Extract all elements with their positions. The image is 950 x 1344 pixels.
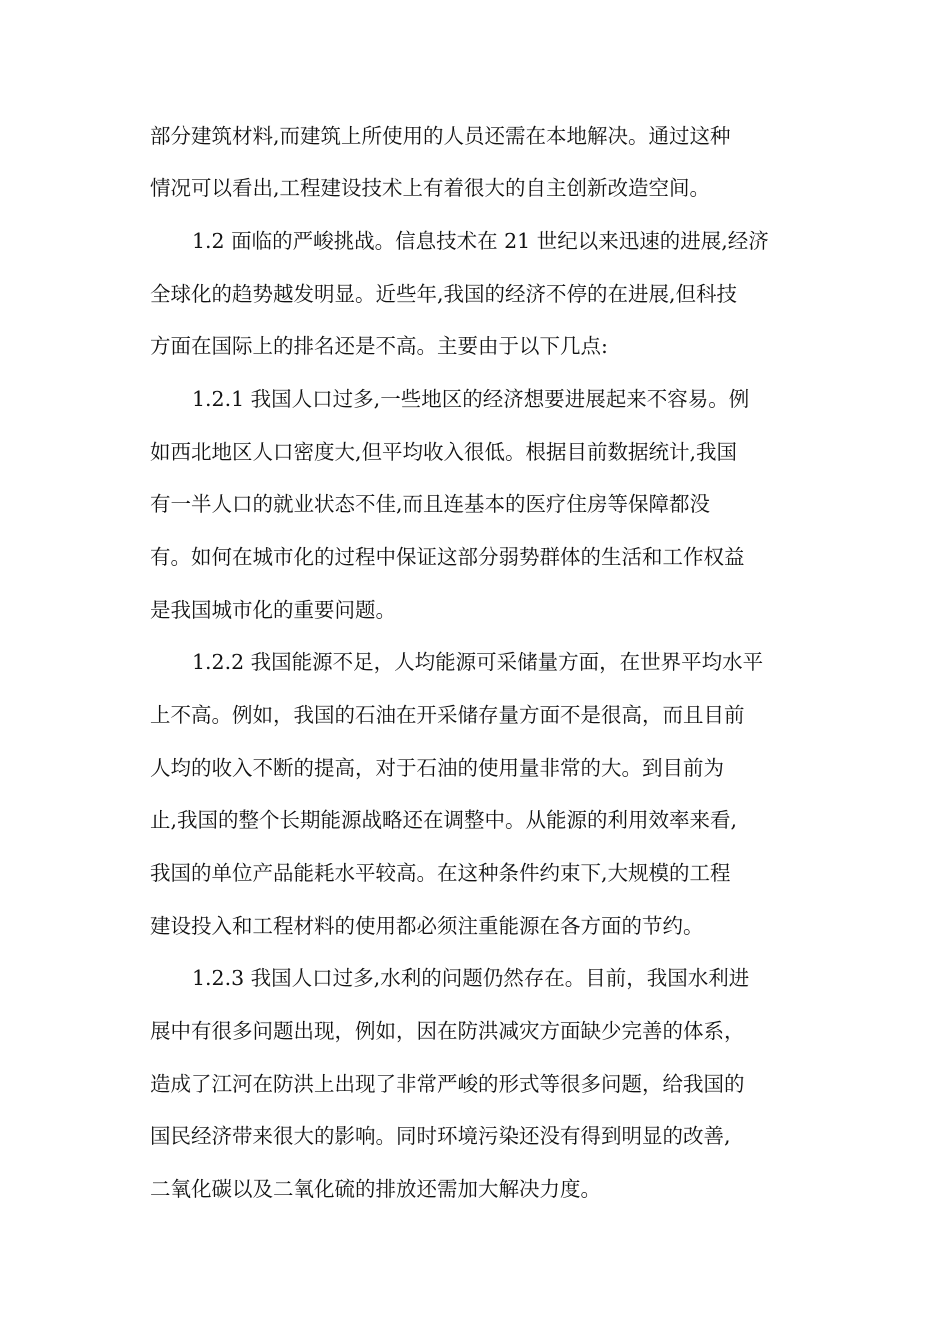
text-line: 二氧化碳以及二氧化硫的排放还需加大解决力度。 (150, 1177, 601, 1201)
text-line: 1.2.1 我国人口过多,一些地区的经济想要进展起来不容易。例 (192, 387, 750, 411)
text-line: 如西北地区人口密度大,但平均收入很低。根据目前数据统计,我国 (150, 440, 738, 464)
text-line: 1.2.2 我国能源不足，人均能源可采储量方面，在世界平均水平 (192, 650, 764, 674)
text-line: 方面在国际上的排名还是不高。主要由于以下几点: (150, 334, 608, 358)
text-line: 有一半人口的就业状态不佳,而且连基本的医疗住房等保障都没 (150, 492, 711, 516)
text-line: 部分建筑材料,而建筑上所使用的人员还需在本地解决。通过这种 (150, 124, 731, 148)
text-line: 情况可以看出,工程建设技术上有着很大的自主创新改造空间。 (150, 176, 711, 200)
text-line: 止,我国的整个长期能源战略还在调整中。从能源的利用效率来看, (150, 808, 738, 832)
text-line: 国民经济带来很大的影响。同时环境污染还没有得到明显的改善, (150, 1124, 731, 1148)
text-line: 有。如何在城市化的过程中保证这部分弱势群体的生活和工作权益 (150, 545, 745, 569)
text-line: 我国的单位产品能耗水平较高。在这种条件约束下,大规模的工程 (150, 861, 731, 885)
text-line: 全球化的趋势越发明显。近些年,我国的经济不停的在进展,但科技 (150, 282, 738, 306)
text-line: 人均的收入不断的提高，对于石油的使用量非常的大。到目前为 (150, 756, 724, 780)
text-line: 上不高。例如，我国的石油在开采储存量方面不是很高，而且目前 (150, 703, 745, 727)
text-line: 1.2 面临的严峻挑战。信息技术在 21 世纪以来迅速的进展,经济 (192, 229, 769, 253)
text-line: 1.2.3 我国人口过多,水利的问题仍然存在。目前，我国水利进 (192, 966, 750, 990)
text-line: 展中有很多问题出现，例如，因在防洪减灾方面缺少完善的体系， (150, 1019, 745, 1043)
text-line: 建设投入和工程材料的使用都必须注重能源在各方面的节约。 (150, 914, 704, 938)
text-line: 造成了江河在防洪上出现了非常严峻的形式等很多问题，给我国的 (150, 1072, 745, 1096)
text-line: 是我国城市化的重要问题。 (150, 598, 396, 622)
